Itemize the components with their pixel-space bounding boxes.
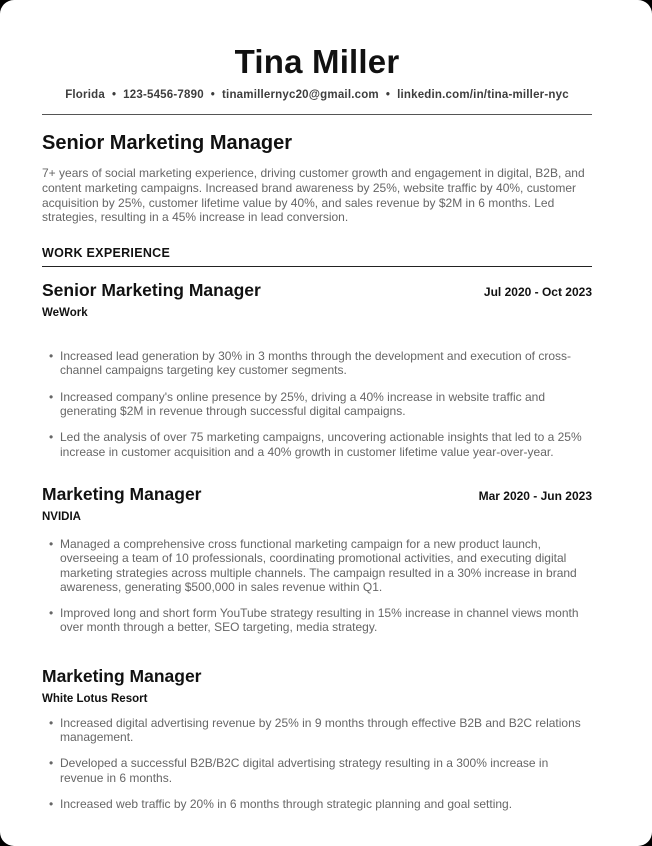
job-title: Marketing Manager — [42, 483, 202, 504]
contact-phone: 123-5456-7890 — [123, 89, 204, 101]
bullet-dot: • — [49, 389, 54, 404]
bullet-dot: • — [49, 756, 54, 771]
work-experience-heading: WORK EXPERIENCE — [42, 246, 171, 261]
contact-separator-dot: • — [385, 89, 391, 101]
job-bullet — [42, 797, 592, 811]
job-bullet-list — [42, 716, 592, 811]
job-entry — [42, 279, 592, 459]
job-bullet — [42, 606, 592, 635]
bullet-dot: • — [49, 349, 54, 364]
job-company: WeWork — [42, 307, 88, 320]
contact-email: tinamillernyc20@gmail.com — [222, 89, 379, 101]
job-bullet-text: Led the analysis of over 75 marketing campaigns, uncovering actionable insights that led to a 25% increase in customer acquisition and a 40% growth in customer lifetime value year-over-year. — [60, 430, 582, 459]
job-bullet-text: Developed a successful B2B/B2C digital advertising strategy resulting in a 300% increase in revenue in 6 months. — [60, 756, 549, 785]
job-bullet — [42, 756, 592, 785]
job-bullet — [42, 430, 592, 459]
job-title: Marketing Manager — [42, 665, 202, 686]
job-bullet-text: Increased company's online presence by 25%, driving a 40% increase in website traffic and generating $2M in revenue through successful digital campaigns. — [60, 389, 546, 419]
job-title: Senior Marketing Manager — [42, 280, 261, 301]
job-bullet-text: Improved long and short form YouTube strategy resulting in 15% increase in channel views month over month through a better, SEO targeting, media strategy. — [60, 606, 579, 635]
job-header — [42, 483, 592, 505]
job-company: NVIDIA — [42, 510, 81, 523]
job-bullet-text: Increased web traffic by 20% in 6 months through strategic planning and goal setting. — [60, 796, 513, 811]
job-entry — [42, 665, 592, 811]
profile-title: Senior Marketing Manager — [42, 132, 293, 154]
job-bullet-list — [42, 349, 592, 459]
candidate-name: Tina Miller — [234, 43, 400, 80]
job-company: White Lotus Resort — [42, 692, 148, 705]
job-entry — [42, 483, 592, 635]
profile-summary: 7+ years of social marketing experience, driving customer growth and engagement in digital, B2B, and content marketing campaigns. Increased brand awareness by 25%, website traffic by 40%, customer acquisition by 25%, customer lifetime value by 40%, and sales revenue by $2M in 6 months. Led strategies, resulting in a 45% increase in lead conversion. — [42, 166, 585, 225]
contact-location: Florida — [65, 89, 105, 101]
profile-section — [42, 131, 592, 225]
job-bullet — [42, 349, 592, 378]
work-experience-section — [42, 246, 592, 811]
bullet-dot: • — [49, 796, 54, 811]
job-header — [42, 279, 592, 301]
bullet-dot: • — [49, 536, 54, 551]
bullet-dot: • — [49, 430, 54, 445]
contact-separator-dot: • — [210, 89, 216, 101]
bullet-dot: • — [49, 606, 54, 621]
contact-linkedin: linkedin.com/in/tina-miller-nyc — [397, 89, 569, 101]
contact-line — [42, 89, 592, 101]
job-dates: Mar 2020 - Jun 2023 — [478, 488, 592, 503]
job-bullet-text: Increased lead generation by 30% in 3 months through the development and execution of cross-channel campaigns targeting key customer segments. — [60, 349, 571, 378]
job-header — [42, 665, 592, 687]
job-bullet — [42, 537, 592, 594]
bullet-dot: • — [49, 715, 54, 730]
job-bullet-text: Managed a comprehensive cross functional marketing campaign for a new product launch, overseeing a team of 10 professionals, coordinating promotional activities, and executing digital marketing strategies across multiple channels. The campaign resulted in a 30% increase in brand awareness, generating $500,000 in sales revenue within Q1. — [60, 536, 577, 594]
section-divider — [42, 266, 592, 267]
job-bullet — [42, 716, 592, 745]
job-bullet-list — [42, 537, 592, 635]
job-bullet-text: Increased digital advertising revenue by 25% in 9 months through effective B2B and B2C relations management. — [60, 715, 581, 745]
resume-header — [42, 44, 592, 115]
job-bullet — [42, 390, 592, 419]
header-divider — [42, 114, 592, 115]
job-dates: Jul 2020 - Oct 2023 — [483, 285, 592, 300]
contact-separator-dot: • — [111, 89, 117, 101]
